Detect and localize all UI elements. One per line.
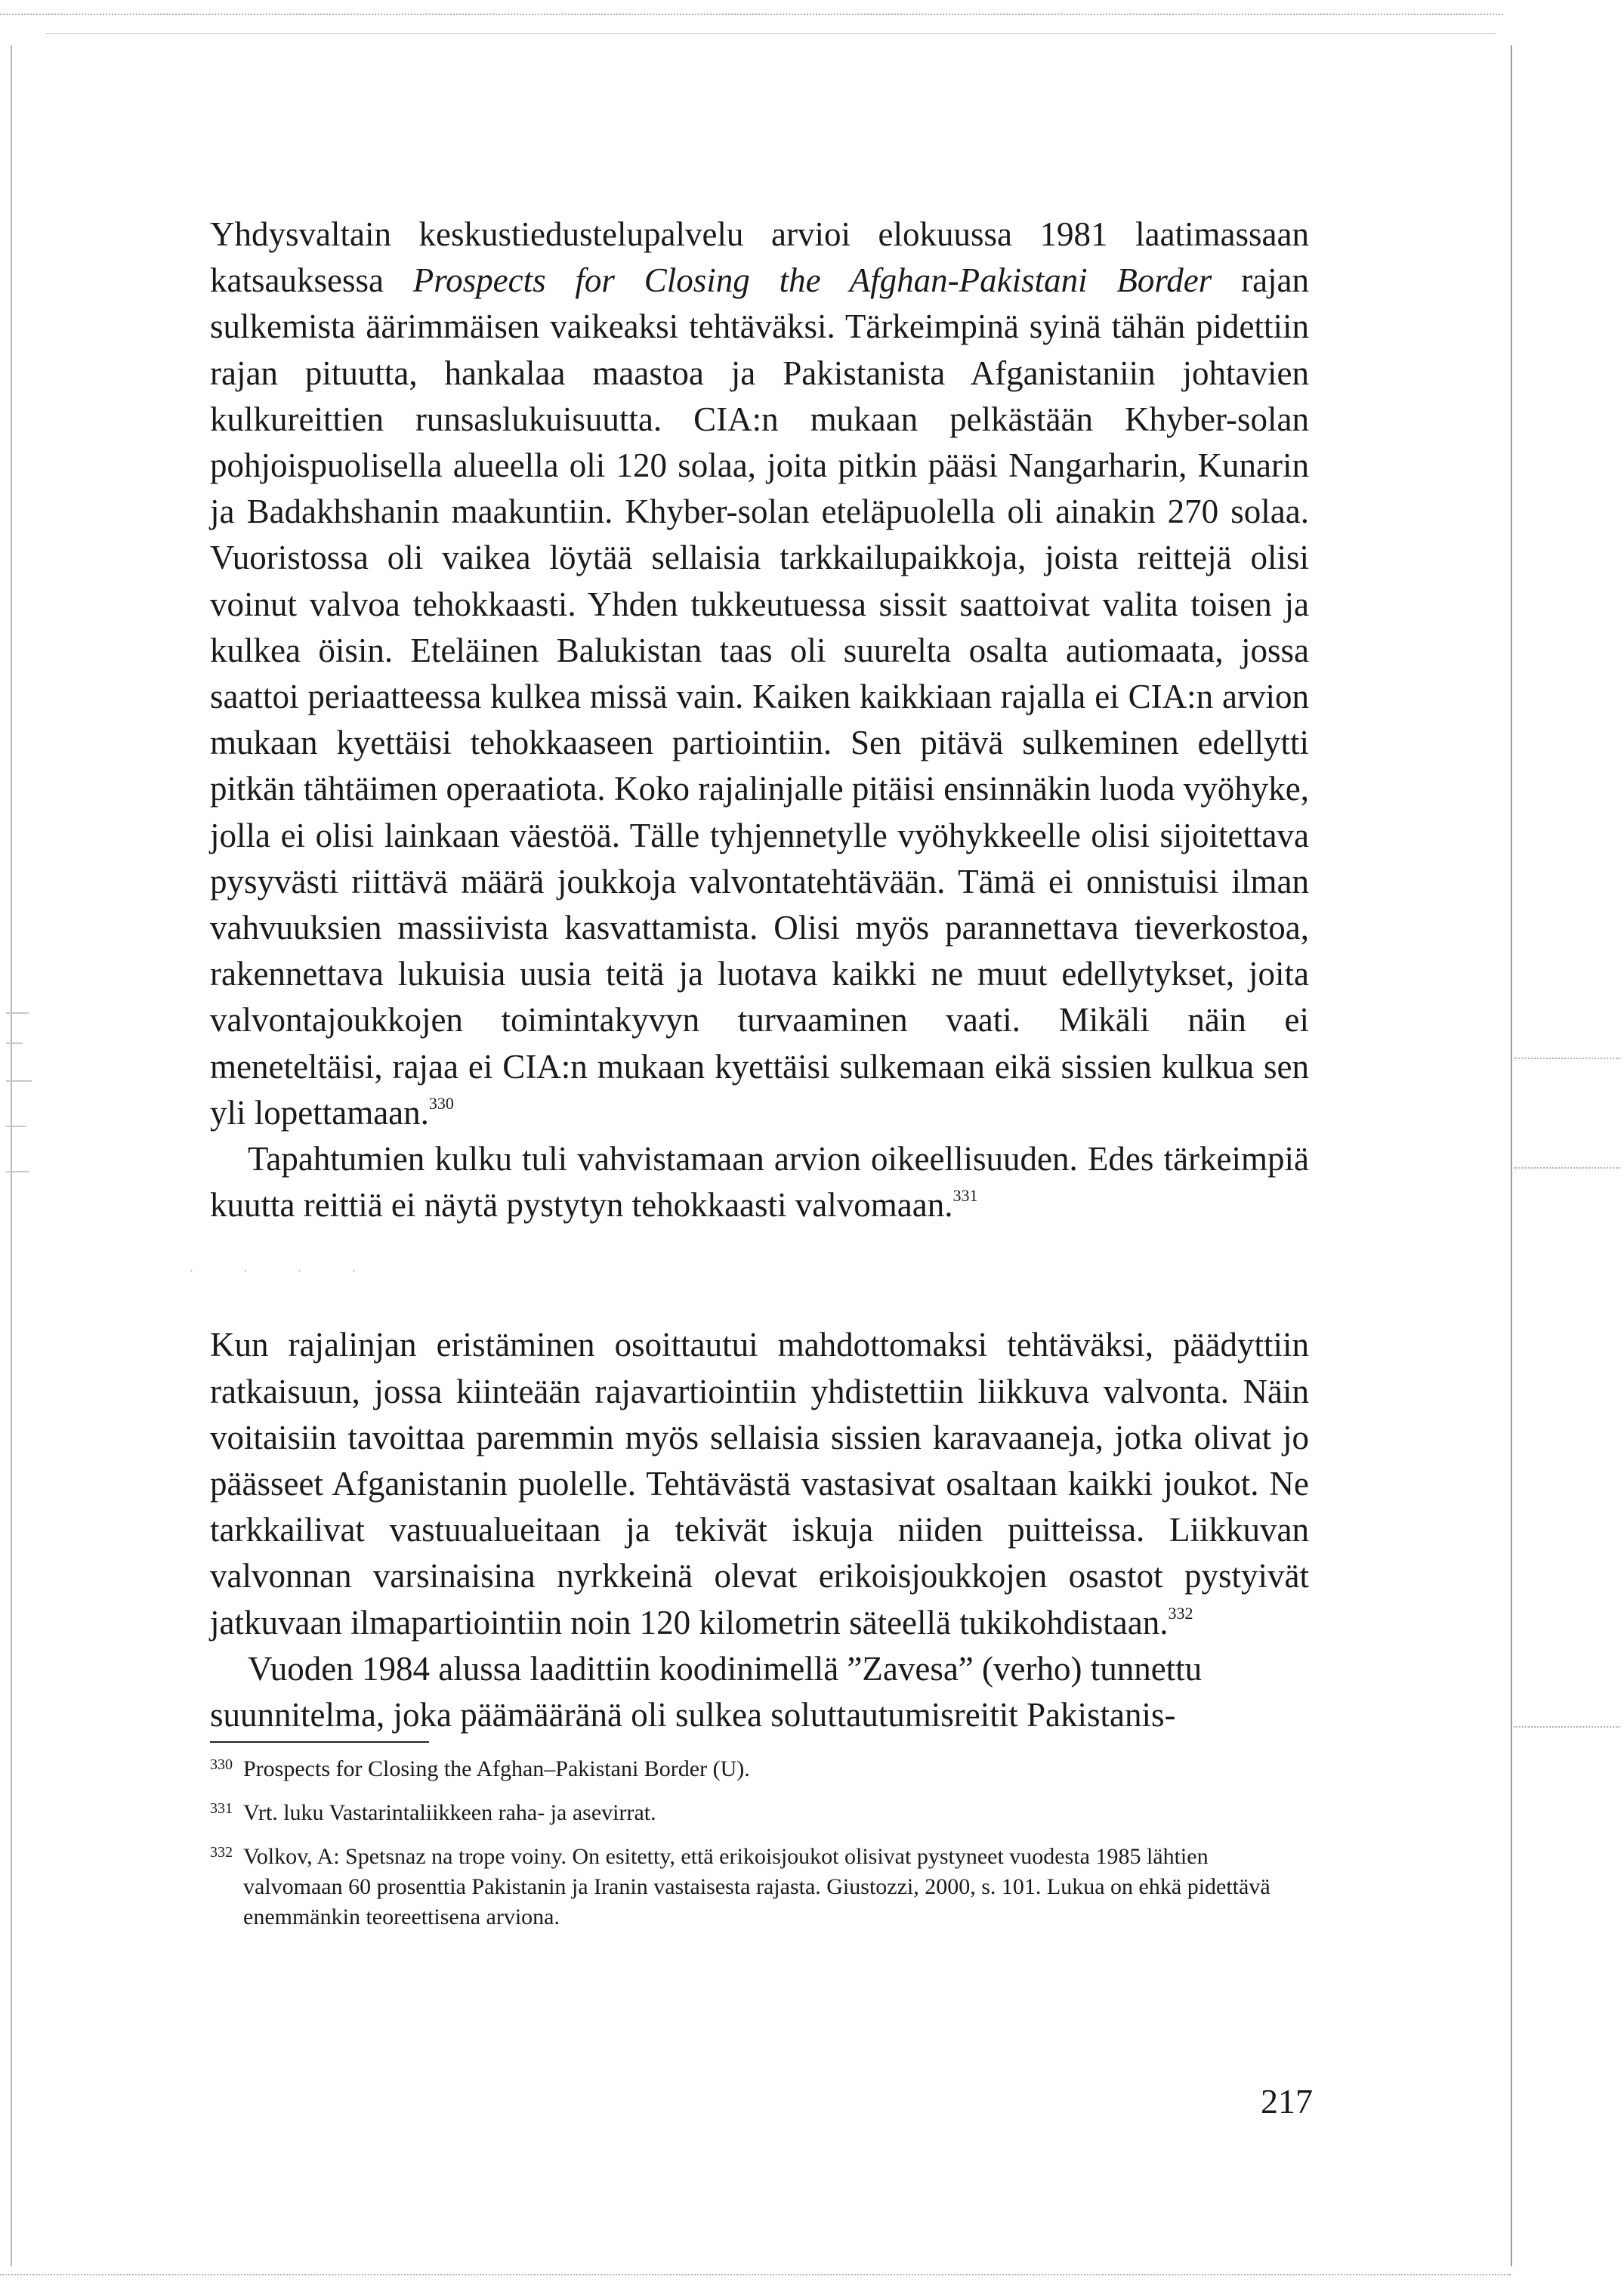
body-text bbox=[210, 212, 1309, 1738]
footnote-ref-331: 331 bbox=[952, 1186, 978, 1206]
scan-mark-right-2 bbox=[1514, 1167, 1619, 1169]
scan-edge-right bbox=[1511, 45, 1512, 2266]
footnote-separator bbox=[210, 1741, 429, 1743]
scan-edge-bottom bbox=[0, 2274, 1511, 2275]
footnote-ref-332: 332 bbox=[1168, 1603, 1193, 1623]
footnote-331 bbox=[210, 1798, 1313, 1828]
scan-edge-top bbox=[0, 14, 1503, 15]
footnote-text: Vrt. luku Vastarintaliikkeen raha- ja asevirrat. bbox=[243, 1800, 656, 1825]
footnotes bbox=[210, 1754, 1313, 1946]
page-number: 217 bbox=[1261, 2082, 1313, 2120]
scan-edge-top-line bbox=[45, 33, 1496, 34]
paragraph-4: Vuoden 1984 alussa laadittiin koodinimellä ”Zavesa” (verho) tunnettu suunnitelma, joka päämääränä oli sulkea soluttautumisreitit Pakistanis- bbox=[210, 1649, 1203, 1734]
footnote-text: Prospects for Closing the Afghan–Pakistani Border (U). bbox=[243, 1756, 750, 1781]
footnote-330 bbox=[210, 1754, 1313, 1784]
footnote-number: 332 bbox=[210, 1844, 233, 1861]
margin-scan-marks bbox=[6, 1012, 36, 1224]
footnote-number: 331 bbox=[210, 1800, 233, 1817]
footnote-ref-330: 330 bbox=[428, 1093, 454, 1113]
footnote-text: Volkov, A: Spetsnaz na trope voiny. On esitetty, että erikoisjoukot olisivat pystyneet vuodesta 1985 lähtien valvomaan 60 prosenttia Pakistanin ja Iranin vastaisesta rajasta. Giustozzi, 2000, s. 101. Lukua on ehkä pidettävä enemmänkin teoreettisena arviona. bbox=[243, 1844, 1270, 1929]
paragraph-1: Yhdysvaltain keskustiedustelupalvelu arvioi elokuussa 1981 laatimassaan katsauksessa Prospects for Closing the Afghan-Pakistani Border rajan sulkemista äärimmäisen vaikeaksi tehtäväksi. Tärkeimpinä syinä tähän pidettiin rajan pituutta, hankalaa maastoa ja Pakistanista Afganistaniin johtavien kulkureittien runsaslukuisuutta. CIA:n mukaan pelkästään Khyber-solan pohjoispuolisella alueella oli 120 solaa, joita pitkin pääsi Nangarharin, Kunarin ja Badakhshanin maakuntiin. Khyber-solan eteläpuolella oli ainakin 270 solaa. Vuoristossa oli vaikea löytää sellaisia tarkkailupaikkoja, joista reittejä olisi voinut valvoa tehokkaasti. Yhden tukkeutuessa sissit saattoivat valita toisen ja kulkea öisin. Eteläinen Balukistan taas oli suurelta osalta autiomaata, jossa saattoi periaatteessa kulkea missä vain. Kaiken kaikkiaan rajalla ei CIA:n arvion mukaan kyettäisi tehokkaaseen partiointiin. Sen pitävä sulkeminen edellytti pitkän tähtäimen operaatiota. Koko rajalinjalle pitäisi ensinnäkin luoda vyöhyke, jolla ei olisi lainkaan väestöä. Tälle tyhjennetylle vyöhykkeelle olisi sijoitettava pysyvästi riittävä määrä joukkoja valvontatehtävään. Tämä ei onnistuisi ilman vahvuuksien massiivista kasvattamista. Olisi myös parannettava tieverkostoa, rakennettava lukuisia uusia teitä ja luotava kaikki ne muut edellytykset, joita valvontajoukkojen toimintakyvyn turvaaminen vaati. Mikäli näin ei meneteltäisi, rajaa ei CIA:n mukaan kyettäisi sulkemaan eikä sissien kulkua sen yli lopettamaan.$^{330}$ bbox=[210, 215, 1310, 1132]
footnote-332 bbox=[210, 1842, 1313, 1932]
report-title: Prospects for Closing the Afghan-Pakistani Border bbox=[412, 261, 1212, 300]
footnote-number: 330 bbox=[210, 1756, 233, 1773]
section-break bbox=[210, 1228, 1309, 1322]
scan-smudge: · · · · bbox=[189, 1263, 379, 1280]
scan-mark-right-1 bbox=[1514, 1058, 1619, 1059]
scan-mark-right-3 bbox=[1514, 1726, 1619, 1728]
paragraph-2: Tapahtumien kulku tuli vahvistamaan arvion oikeellisuuden. Edes tärkeimpiä kuutta reittiä ei näytä pystytyn tehokkaasti valvomaan.$^{331}$ bbox=[210, 1140, 1309, 1225]
paragraph-3: Kun rajalinjan eristäminen osoittautui mahdottomaksi tehtäväksi, päädyttiin ratkaisuun, jossa kiinteään rajavartiointiin yhdistettiin liikkuva valvonta. Näin voitaisiin tavoittaa paremmin myös sellaisia sissien karavaaneja, jotka olivat jo päässeet Afganistanin puolelle. Tehtävästä vastasivat osaltaan kaikki joukot. Ne tarkkailivat vastuualueitaan ja tekivät iskuja niiden puitteissa. Liikkuvan valvonnan varsinaisina nyrkkeinä olevat erikoisjoukkojen osastot pystyivät jatkuvaan ilmapartiointiin noin 120 kilometrin säteellä tukikohdistaan.$^{332}$ bbox=[210, 1326, 1309, 1642]
